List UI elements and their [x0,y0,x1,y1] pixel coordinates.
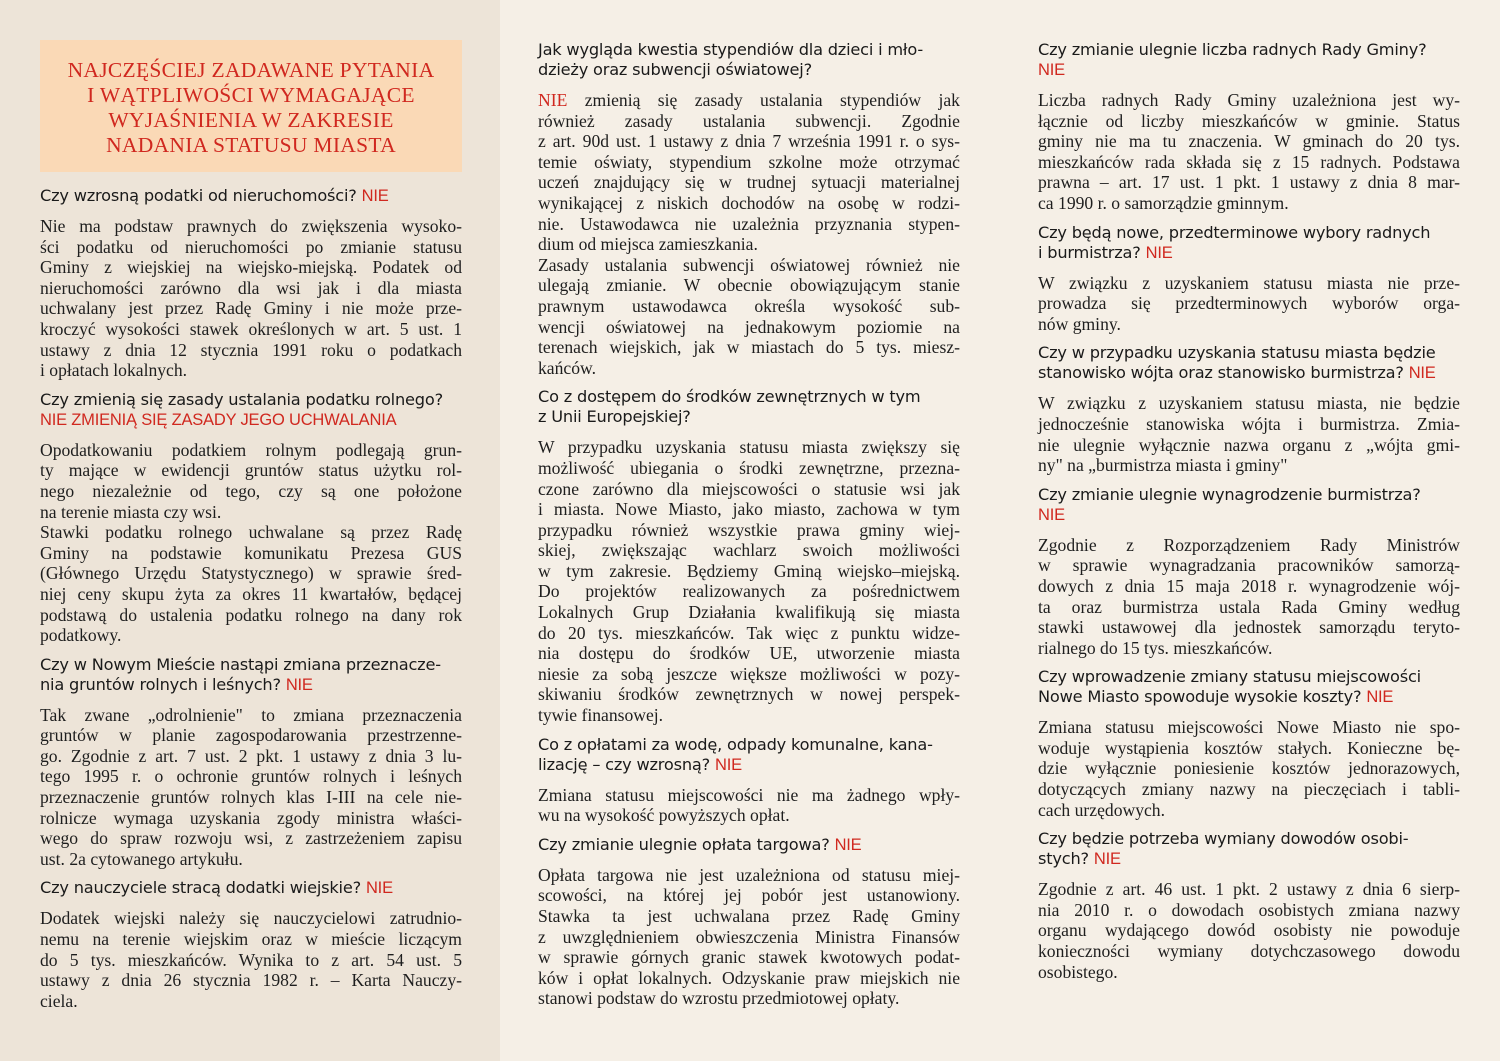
answer-label: NIE [1408,364,1436,383]
answer-label: NIE [1366,688,1394,707]
title-line: WYJAŚNIENIA W ZAKRESIE [108,108,394,132]
text-line: nia dostępu do środków UE, utworzenie miasta [538,643,960,664]
text-line: konieczności wymiany dotychczasowego dowodu [1038,941,1460,962]
question-text: Czy będzie potrzeba wymiany dowodów osobi- [1038,829,1409,849]
text-line: Dodatek wiejski należy się nauczycielowi zatrudnio- [40,908,462,929]
title-box [40,40,462,172]
answer-label: NIE [538,90,568,110]
text-line: ust. 2a cytowanego artykułu. [40,848,243,869]
text-line: terenach wiejskich, jak w miastach do 5 tys. miesz- [538,337,960,358]
question-text: nia gruntów rolnych i leśnych? [40,674,281,694]
text-line: tywie finansowej. [538,705,664,726]
text-line: Gminy z wiejskiej na wiejsko-miejską. Podatek od [40,257,462,278]
text-line: w sprawie wynagradzania pracowników samorzą- [1038,555,1460,576]
text-line: nie. Ustawodawca nie uzależnia przyznania stypen- [538,213,960,234]
answer-mayor-salary [1038,535,1460,659]
answer-teacher-allowance [40,908,462,1011]
text-line: ulegają zmianie. W obecnie obowiązującym stanie [538,275,960,296]
text-line: ciela. [40,990,78,1011]
answer-land-use [40,705,462,870]
text-line: osobistego. [1038,961,1118,982]
answer-label: NIE [1093,850,1121,869]
question-scholarships [538,40,960,80]
question-id-cards [1038,829,1460,869]
question-mayor-position [1038,343,1460,383]
title-line: I WĄTPLIWOŚCI WYMAGAJĄCE [87,83,415,107]
question-text: Czy wprowadzenie zmiany statusu miejscowości [1038,667,1421,687]
question-text: Czy zmienią się zasady ustalania podatku rolnego? [40,389,443,409]
question-text: Czy zmianie ulegnie wynagrodzenie burmistrza? [1038,484,1421,504]
text-line: niesie za sobą jeszcze większe możliwości w pozy- [538,663,960,684]
answer-label: NIE [1145,243,1173,262]
answer-council-size [1038,90,1460,214]
answer-agricultural-tax [40,440,462,646]
question-text: stanowisko wójta oraz stanowisko burmistrza? [1038,363,1404,383]
text-line: Zgodnie z Rozporządzeniem Rady Ministrów [1038,534,1460,555]
column-3 [1038,40,1460,991]
text-line: uczeń znajdujący się w trudnej sytuacji materialnej [538,172,960,193]
text-line: nów gminy. [1038,313,1121,334]
question-text: Co z opłatami za wodę, odpady komunalne, kana- [538,734,933,754]
text-line: cach urzędowych. [1038,799,1165,820]
question-property-tax [40,186,462,206]
text-line: ustawy z dnia 26 stycznia 1982 r. – Karta Nauczy- [40,970,462,991]
question-agricultural-tax [40,390,462,430]
text-line: rialnego do 15 tys. mieszkańców. [1038,637,1273,658]
text-line: możliwość ubiegania o środki zewnętrzne, przezna- [538,457,960,478]
answer-mayor-position [1038,393,1460,475]
text-line: Do projektów realizowanych za pośrednictwem [538,581,960,602]
question-council-size [1038,40,1460,80]
answer-id-cards [1038,879,1460,982]
text-line: W związku z uzyskaniem statusu miasta nie prze- [1038,272,1460,293]
text-line: Liczba radnych Rady Gminy uzależniona jest wy- [1038,90,1460,110]
text-line: dzie wyłącznie poniesienie kosztów jednorazowych, [1038,758,1460,779]
question-text: lizację – czy wzrosną? [538,754,711,774]
answer-property-tax [40,216,462,381]
text-line: Zmiana statusu miejscowości nie ma żadnego wpły- [538,784,960,805]
text-line: nie ulegnie wyłącznie nazwa organu z „wójta gmi- [1038,434,1460,455]
question-text: i burmistrza? [1038,242,1141,262]
text-line: i miasta. Nowe Miasto, jako miasto, zachowa w tym [538,499,960,520]
question-teacher-allowance [40,878,462,898]
text-line: nemu na terenie wiejskim oraz w mieście liczącym [40,929,462,950]
text-line: organu wydającego dowód osobisty nie powoduje [1038,920,1460,941]
question-external-funds [538,387,960,427]
text-line: Gminy na podstawie komunikatu Prezesa GUS [40,542,462,563]
answer-label: NIE [714,755,742,774]
text-line: ca 1990 r. o samorządzie gminnym. [1038,192,1289,213]
text-line: z art. 90d ust. 1 ustawy z dnia 7 września 1991 r. o sys- [538,131,960,152]
text-line: Zgodnie z art. 46 ust. 1 pkt. 2 ustawy z dnia 6 sierp- [1038,879,1460,900]
text-line [538,90,960,111]
column-2 [538,40,960,1018]
text-line: Nie ma podstaw prawnych do zwiększenia wysoko- [40,216,462,236]
text-line: dium od miejsca zamieszkania. [538,234,758,255]
answer-label: NIE [1038,505,1065,524]
text-line: do 20 tys. mieszkańców. Tak więc z punktu widze- [538,622,960,643]
question-costs [1038,667,1460,707]
text-line: nego niezależnie od tego, czy są one położone [40,480,462,501]
text-line: Opłata targowa nie jest uzależniona od statusu miej- [538,864,960,885]
text-line: ustawy z dnia 12 stycznia 1991 roku o podatkach [40,339,462,360]
column-1 [40,40,462,1020]
text-line: wu na wysokość powyższych opłat. [538,805,790,826]
text-line: ny" na „burmistrza miasta i gminy" [1038,455,1288,476]
text-line: W przypadku uzyskania statusu miasta zwiększy się [538,437,960,458]
text-line: stawki ustawowej dla jednostek samorządu teryto- [1038,617,1460,638]
text-line: nia 2010 r. o dowodach osobistych zmiana nazwy [1038,899,1460,920]
text-line: Opodatkowaniu podatkiem rolnym podlegają grun- [40,439,462,460]
question-land-use [40,655,462,695]
text-line: scowości, na której jej pobór jest ustanowiony. [538,885,960,906]
text-line: wynikającej z niskich dochodów na osobę w rodzi- [538,192,960,213]
question-early-elections [1038,223,1460,263]
text-line: wego do spraw rozwoju wsi, z zastrzeżeniem zapisu [40,828,462,849]
text-line: z uwzględnieniem obwieszczenia Ministra Finansów [538,926,960,947]
question-text: Czy w Nowym Mieście nastąpi zmiana przeznacze- [40,654,441,674]
text-line: W związku z uzyskaniem statusu miasta, nie będzie [1038,393,1460,414]
text-line: mieszkańców rada składa się z 15 radnych. Podstawa [1038,151,1460,172]
text-line: gruntów w planie zagospodarowania przestrzenne- [40,725,462,746]
answer-utility-fees [538,785,960,826]
text-line: prawnym ustawodawca określa wysokość sub- [538,295,960,316]
text-line: Zmiana statusu miejscowości Nowe Miasto nie spo- [1038,717,1460,738]
question-text: Czy będą nowe, przedterminowe wybory radnych [1038,222,1431,242]
title-line: NAJCZĘŚCIEJ ZADAWANE PYTANIA [67,58,435,82]
text-line: czone zarówno dla miejscowości o statusie wsi jak [538,478,960,499]
question-text: stych? [1038,849,1089,869]
title-line: NADANIA STATUSU MIASTA [106,133,396,157]
text-line: skiwaniu środków zewnętrznych w nowej perspek- [538,684,960,705]
text-line: Stawki podatku rolnego uchwalane są przez Radę [40,522,462,543]
text-line: wencji oświatowej na jednakowym poziomie na [538,316,960,337]
question-utility-fees [538,735,960,775]
answer-label: NIE [1038,61,1065,79]
text-line: Lokalnych Grup Działania kwalifikują się miasta [538,602,960,623]
text-line: prowadza się przedterminowych wyborów orga- [1038,293,1460,314]
text-line: rolnicze wymaga uzyskania zgody ministra właści- [40,807,462,828]
text-line: dotyczących zmiany nazwy na pieczęciach i tabli- [1038,779,1460,800]
text-line: ków i opłat lokalnych. Odzyskanie praw miejskich nie [538,967,960,988]
text-line: kańców. [538,357,596,378]
text-line: w sprawie górnych granic stawek kwotowych podat- [538,947,960,968]
question-mayor-salary [1038,485,1460,525]
question-text: Czy zmianie ulegnie liczba radnych Rady Gminy? [1038,40,1427,59]
text-line: stanowi podstaw do wzrostu przedmiotowej opłaty. [538,988,900,1009]
text-line: łącznie od liczby mieszkańców w gminie. Status [1038,110,1460,131]
question-text: Czy zmianie ulegnie opłata targowa? [538,834,830,854]
answer-costs [1038,717,1460,820]
question-text: Jak wygląda kwestia stypendiów dla dzieci i mło- [538,40,923,59]
text-line: do 5 tys. mieszkańców. Wynika to z art. 54 ust. 5 [40,949,462,970]
text-line: gminy nie ma tu znaczenia. W gminach do 20 tys. [1038,131,1460,152]
question-text: dzieży oraz subwencji oświatowej? [538,60,812,79]
text-line: kroczyć wysokości stawek określonych w art. 5 ust. 1 [40,318,462,339]
question-text: Co z dostępem do środków zewnętrznych w tym [538,387,921,407]
text-line: tego 1995 r. o ochronie gruntów rolnych i leśnych [40,766,462,787]
text-line: ści podatku od nieruchomości po zmianie statusu [40,236,462,257]
text-fragment: zmienią się zasady ustalania stypendiów jak [584,90,960,110]
answer-scholarships [538,90,960,378]
question-text: Czy w przypadku uzyskania statusu miasta będzie [1038,343,1436,363]
question-market-fee [538,835,960,855]
text-line: Stawka ta jest uchwalana przez Radę Gminy [538,906,960,926]
answer-early-elections [1038,273,1460,335]
question-text: z Unii Europejskiej? [538,407,691,427]
text-line: Tak zwane „odrolnienie" to zmiana przeznaczenia [40,704,462,725]
text-line: również zasady ustalania subwencji. Zgodnie [538,110,960,131]
answer-label: NIE [834,835,862,854]
text-line: Zasady ustalania subwencji oświatowej również nie [538,254,960,275]
text-line: temie oświaty, stypendium szkolne może otrzymać [538,151,960,172]
text-line: nieruchomości zarówno dla wsi jak i dla miasta [40,277,462,298]
text-line: (Głównego Urzędu Statystycznego) w sprawie śred- [40,563,462,584]
question-text: Czy nauczyciele stracą dodatki wiejskie? [40,878,362,898]
text-line: na terenie miasta czy wsi. [40,501,222,522]
text-line: podatkowy. [40,625,122,646]
answer-label: NIE ZMIENIĄ SIĘ ZASADY JEGO UCHWALANIA [40,410,397,429]
answer-market-fee [538,865,960,1009]
text-line: woduje wystąpienia kosztów stałych. Konieczne bę- [1038,737,1460,758]
text-line: ty mające w ewidencji gruntów status użytku rol- [40,460,462,481]
text-line: ta oraz burmistrza ustala Rada Gminy według [1038,596,1460,617]
text-line: dowych z dnia 15 maja 2018 r. wynagrodzenie wój- [1038,575,1460,596]
text-line: go. Zgodnie z art. 7 ust. 2 pkt. 1 ustawy z dnia 3 lu- [40,745,462,766]
text-line: i opłatach lokalnych. [40,360,188,381]
text-line: przeznaczenie gruntów rolnych klas I-III na cele nie- [40,787,462,808]
text-line: prawna – art. 17 ust. 1 pkt. 1 ustawy z dnia 8 mar- [1038,172,1460,193]
question-text: Czy wzrosną podatki od nieruchomości? [40,186,357,205]
text-line: uchwalany jest przez Radę Gminy i nie może prze- [40,298,462,319]
answer-label: NIE [365,879,393,898]
text-line: przypadku również wszystkie prawa gminy wiej- [538,519,960,540]
answer-label: NIE [361,187,389,205]
text-line: podstawą do ustalenia podatku rolnego na dany rok [40,604,462,625]
answer-external-funds [538,437,960,725]
text-line: skiej, zwiększając wachlarz swoich możliwości [538,540,960,561]
question-text: Nowe Miasto spowoduje wysokie koszty? [1038,687,1362,707]
text-line: jednocześnie stanowiska wójta i burmistrza. Zmia- [1038,413,1460,434]
text-line: niej ceny skupu żyta za okres 11 kwartałów, będącej [40,583,462,604]
text-line: w tym zakresie. Będziemy Gminą wiejsko–miejską. [538,560,960,581]
answer-label: NIE [285,675,313,694]
